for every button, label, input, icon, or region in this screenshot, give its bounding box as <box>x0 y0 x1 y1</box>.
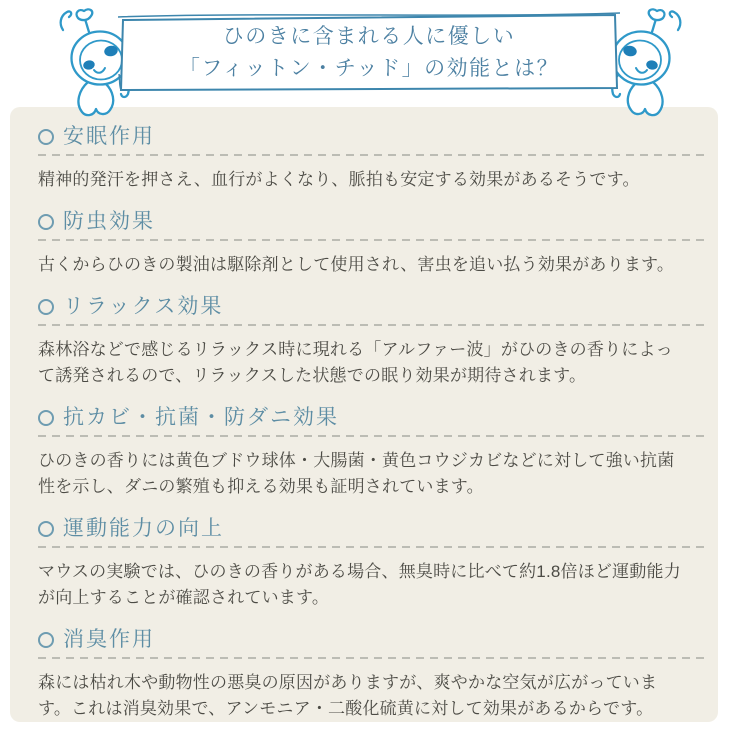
dashed-divider <box>38 435 704 437</box>
effect-section-insect <box>38 210 690 278</box>
effect-heading <box>38 125 690 149</box>
dashed-divider <box>38 546 704 548</box>
circle-bullet-icon <box>38 214 54 230</box>
effect-description: 森には枯れ木や動物性の悪臭の原因がありますが、爽やかな空気が広がっています。これは消臭効果で、アンモニア・二酸化硫黄に対して効果があるからです。 <box>38 673 658 718</box>
effect-heading-label: 消臭作用 <box>63 628 155 651</box>
dashed-divider <box>38 154 704 156</box>
effect-section-athletic <box>38 517 690 611</box>
effect-heading <box>38 295 690 319</box>
effect-section-antibacterial <box>38 406 690 500</box>
effect-heading <box>38 210 690 234</box>
dashed-divider <box>38 239 704 241</box>
circle-bullet-icon <box>38 299 54 315</box>
effect-section-deodorant <box>38 628 690 722</box>
effect-heading <box>38 517 690 541</box>
effect-description: マウスの実験では、ひのきの香りがある場合、無臭時に比べて約1.8倍ほど運動能力が向上することが確認されています。 <box>38 562 681 607</box>
effect-heading <box>38 628 690 652</box>
effect-description: 古くからひのきの製油は駆除剤として使用され、害虫を追い払う効果があります。 <box>38 255 675 274</box>
circle-bullet-icon <box>38 632 54 648</box>
dashed-divider <box>38 324 704 326</box>
effect-heading-label: 防虫効果 <box>63 210 155 233</box>
header-banner <box>116 11 622 93</box>
effect-description: ひのきの香りには黄色ブドウ球体・大腸菌・黄色コウジカビなどに対して強い抗菌性を示し、ダニの繁殖も抑える効果も証明されています。 <box>38 451 675 496</box>
effect-section-relax <box>38 295 690 389</box>
circle-bullet-icon <box>38 410 54 426</box>
circle-bullet-icon <box>38 521 54 537</box>
effect-description: 精神的発汗を押さえ、血行がよくなり、脈拍も安定する効果があるそうです。 <box>38 170 640 189</box>
page-title-line2: 「フィットン・チッド」の効能とは？ <box>178 56 560 80</box>
effect-heading-label: 運動能力の向上 <box>63 517 224 540</box>
effect-heading <box>38 406 690 430</box>
effect-heading-label: 抗カビ・抗菌・防ダニ効果 <box>63 406 339 429</box>
effect-description: 森林浴などで感じるリラックス時に現れる「アルファー波」がひのきの香りによって誘発されるので、リラックスした状態での眠り効果が期待されます。 <box>38 340 673 385</box>
dashed-divider <box>38 657 704 659</box>
effect-heading-label: 安眠作用 <box>63 125 155 148</box>
page-title <box>116 11 622 93</box>
effects-panel <box>10 107 718 722</box>
effect-heading-label: リラックス効果 <box>63 295 224 318</box>
page-title-line1: ひのきに含まれる人に優しい <box>222 24 516 48</box>
effect-section-sleep <box>38 125 690 193</box>
circle-bullet-icon <box>38 129 54 145</box>
